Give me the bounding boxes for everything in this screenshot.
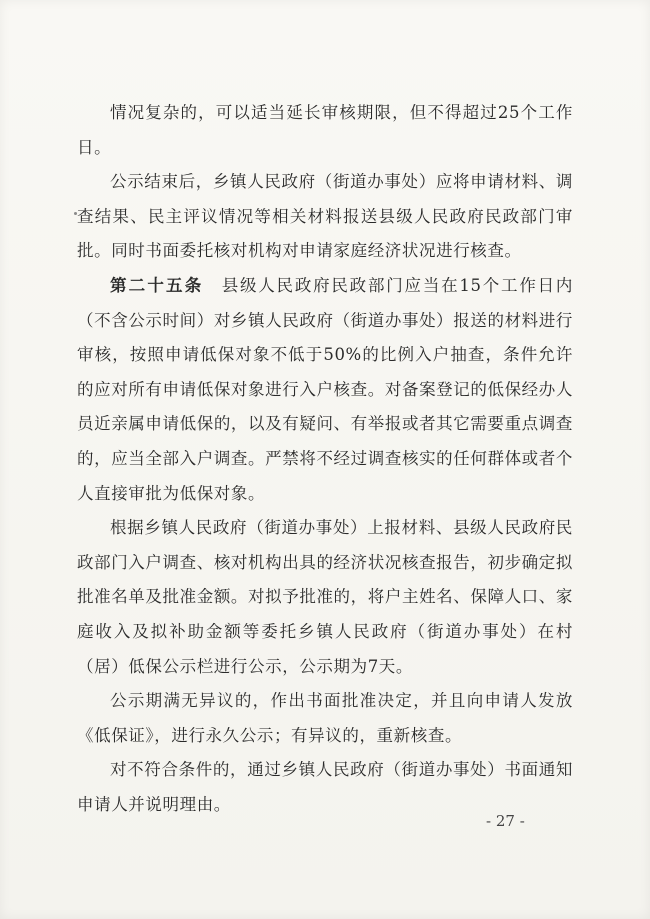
paragraph-6-text: 对不符合条件的，通过乡镇人民政府（街道办事处）书面通知申请人并说明理由。 — [77, 760, 573, 814]
paragraph-3 — [77, 269, 573, 511]
article-heading: 第二十五条 — [110, 275, 204, 295]
body-text — [77, 96, 573, 822]
paragraph-2-text: 公示结束后，乡镇人民政府（街道办事处）应将申请材料、调查结果、民主评议情况等相关材料报送县级人民政府民政部门审批。同时书面委托核对机构对申请家庭经济状况进行核查。 — [77, 172, 573, 261]
paragraph-1 — [77, 96, 573, 165]
paragraph-4-text: 根据乡镇人民政府（街道办事处）上报材料、县级人民政府民政部门入户调查、核对机构出具的经济状况核查报告，初步确定拟批准名单及批准金额。对拟予批准的，将户主姓名、保障人口、家庭收入及拟补助金额等委托乡镇人民政府（街道办事处）在村（居）低保公示栏进行公示，公示期为7天。 — [77, 518, 573, 676]
paragraph-3-text: 县级人民政府民政部门应当在15个工作日内（不含公示时间）对乡镇人民政府（街道办事处）报送的材料进行审核，按照申请低保对象不低于50%的比例入户抽查，条件允许的应对所有申请低保对象进行入户核查。对备案登记的低保经办人员近亲属申请低保的，以及有疑问、有举报或者其它需要重点调查的，应当全部入户调查。严禁将不经过调查核实的任何群体或者个人直接审批为低保对象。 — [77, 275, 573, 503]
page-number: - 27 - — [486, 812, 525, 830]
scan-speck — [74, 212, 77, 215]
paragraph-5 — [77, 684, 573, 753]
paragraph-1-text: 情况复杂的，可以适当延长审核期限，但不得超过25个工作日。 — [77, 103, 573, 157]
paragraph-4 — [77, 511, 573, 684]
paragraph-5-text: 公示期满无异议的，作出书面批准决定，并且向申请人发放《低保证》，进行永久公示；有异议的，重新核查。 — [77, 691, 573, 745]
paragraph-2 — [77, 165, 573, 269]
